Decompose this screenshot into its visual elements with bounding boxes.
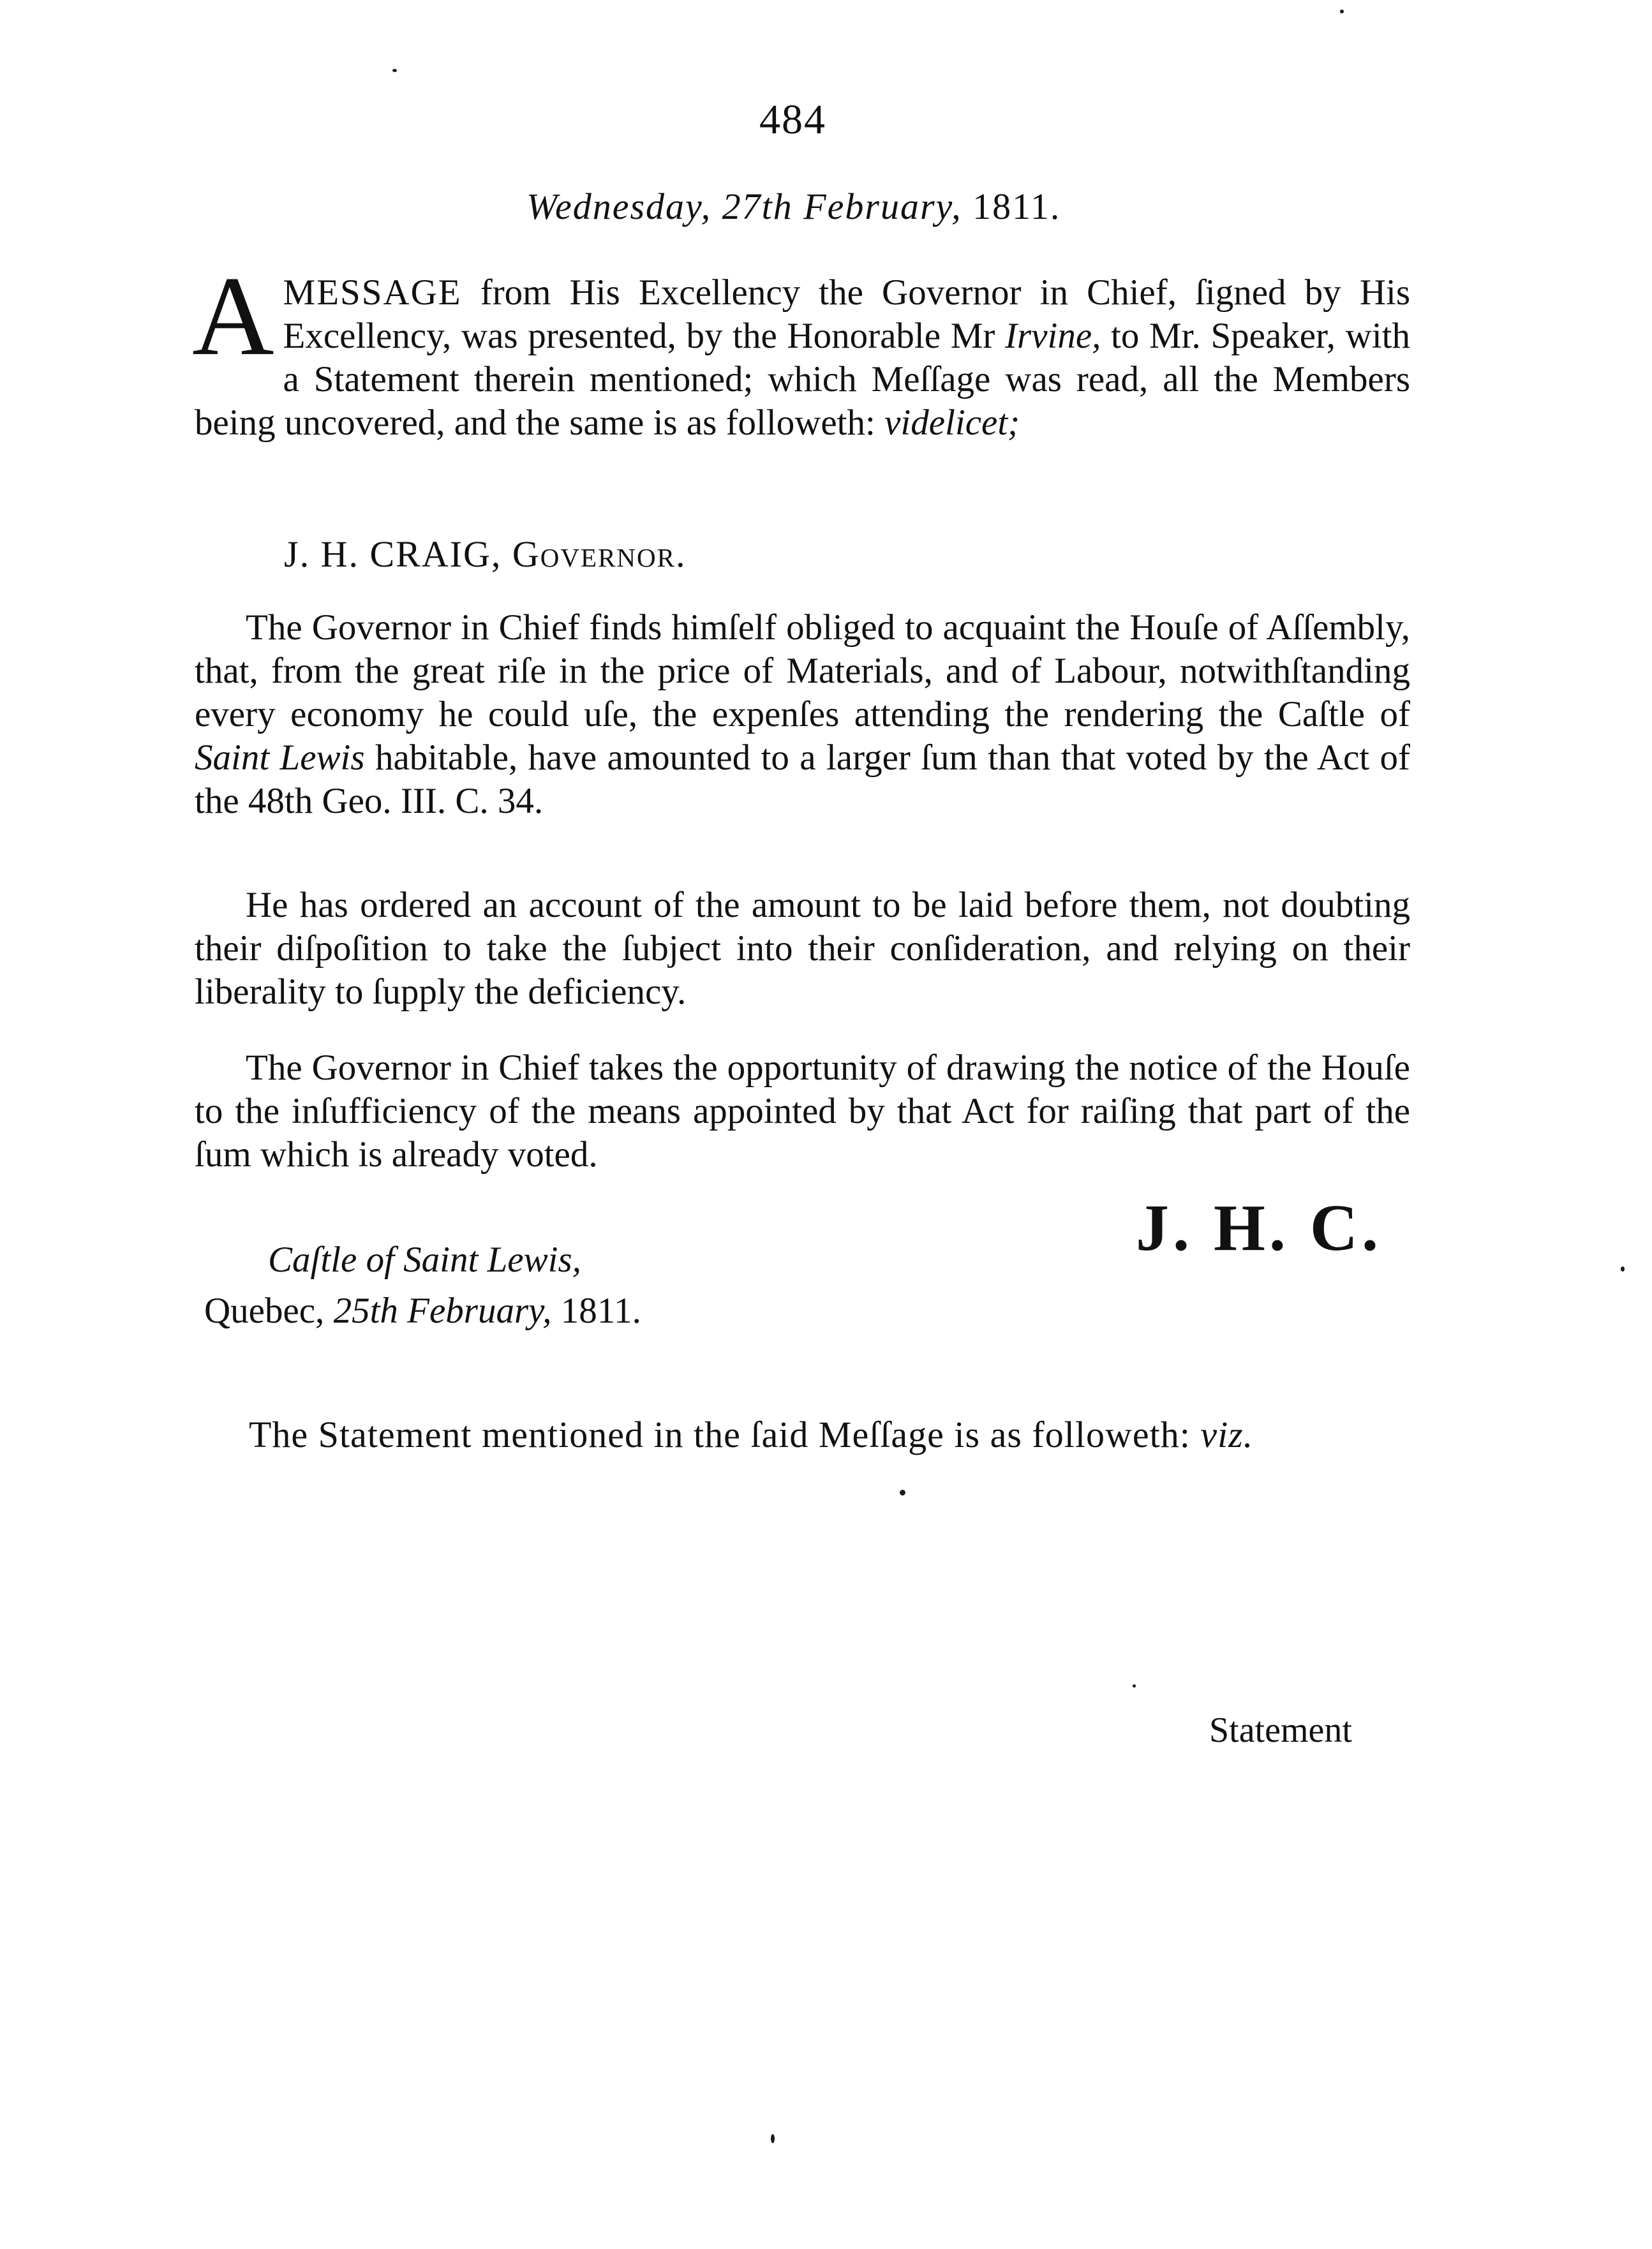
ink-speck bbox=[900, 1490, 905, 1496]
paragraph-1 bbox=[195, 606, 1410, 823]
ink-speck bbox=[1340, 10, 1344, 13]
message-intro-paragraph bbox=[192, 253, 1410, 445]
place-year: 1811. bbox=[551, 1291, 641, 1331]
place-and-date bbox=[204, 1235, 641, 1337]
date-day: Wednesday, bbox=[526, 186, 712, 227]
signature-name: J. H. CRAIG, bbox=[284, 533, 502, 575]
paragraph-2: He has ordered an account of the amount to be laid before them, not doubting their diſpoſition to take the ſubject into their conſideration, and relying on their liberality to ſupply the deficiency. bbox=[195, 885, 1410, 1012]
paragraph-1-part1: The Governor in Chief finds himſelf obliged to acquaint the Houſe of Aſſembly, that, from the great riſe in the price of Materials, and of Labour, notwithſtanding every economy he could uſe, the expenſes attending the rendering the Caſtle of bbox=[195, 607, 1410, 734]
paragraph-1-part2: habitable, have amounted to a larger ſum than that voted by the Act of the 48th Geo. III. C. 34. bbox=[195, 738, 1410, 821]
intro-first-word: MESSAGE bbox=[283, 272, 462, 313]
signature-initials: J. H. C. bbox=[1136, 1191, 1382, 1265]
ink-speck bbox=[771, 2134, 775, 2143]
ink-speck bbox=[1133, 1684, 1136, 1688]
date-year: 1811. bbox=[972, 186, 1061, 227]
statement-intro-text: The Statement mentioned in the ſaid Meſſage is as followeth: bbox=[249, 1414, 1201, 1455]
intro-text-part1: from His Excellency the Governor in Chief, ſigned by His Excellency, was presented, by the Honorable Mr bbox=[283, 272, 1410, 356]
page-number: 484 bbox=[759, 96, 826, 143]
date-text: 27th February, bbox=[722, 186, 962, 227]
ink-speck bbox=[392, 69, 397, 72]
signature-heading bbox=[284, 533, 686, 575]
place-line-2 bbox=[204, 1286, 641, 1337]
intro-name: Irvine, bbox=[1005, 316, 1101, 356]
paragraph-1-italic: Saint Lewis bbox=[195, 738, 365, 778]
place-line-1: Caſtle of Saint Lewis, bbox=[268, 1240, 581, 1280]
statement-intro-viz: viz. bbox=[1200, 1414, 1254, 1455]
place-date: 25th February, bbox=[333, 1291, 552, 1331]
statement-intro bbox=[249, 1413, 1253, 1456]
intro-text-part2: to Mr. Speaker, with a Statement therein mentioned; which Meſſage was read, all the Members being uncovered, and the same is as followeth: bbox=[195, 316, 1410, 443]
intro-videlicet: videlicet; bbox=[884, 403, 1020, 443]
paragraph-3: The Governor in Chief takes the opportunity of drawing the notice of the Houſe to the inſufficiency of the means appointed by that Act for raiſing that part of the ſum which is already voted. bbox=[195, 1048, 1410, 1175]
catchword: Statement bbox=[1209, 1711, 1352, 1750]
signature-title: Governor. bbox=[512, 533, 687, 575]
place-city: Quebec, bbox=[204, 1291, 334, 1331]
ink-speck bbox=[1621, 1266, 1625, 1272]
drop-cap: A bbox=[192, 253, 274, 379]
date-heading bbox=[526, 185, 1060, 228]
